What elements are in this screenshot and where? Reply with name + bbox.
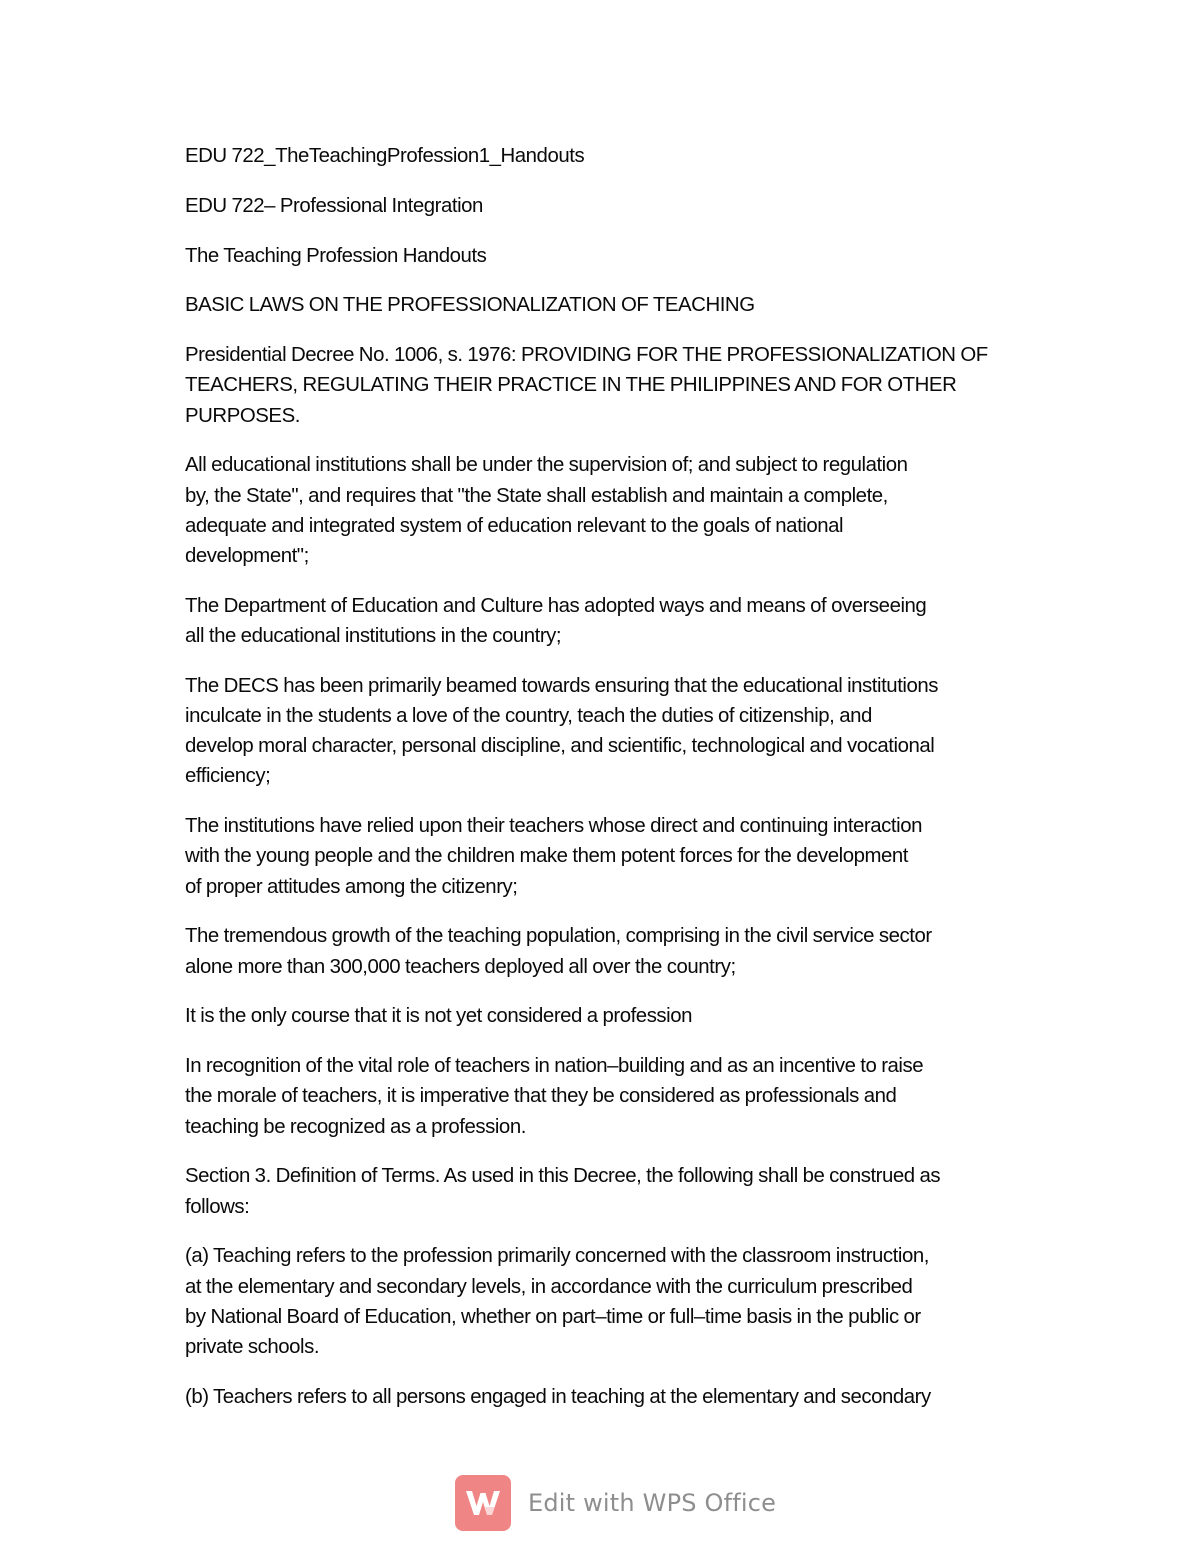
definition-item: (a) Teaching refers to the profession primarily concerned with the classroom instruction, at the elementary and secondary levels, in accordance with the curriculum prescribed by National Board of Education, whether on part–time or full–time basis in the public or private schools. (185, 1245, 929, 1359)
section-heading: BASIC LAWS ON THE PROFESSIONALIZATION OF TEACHING (185, 294, 755, 317)
document-heading-filename: EDU 722_TheTeachingProfession1_Handouts (185, 145, 585, 167)
edit-with-wps-label[interactable]: Edit with WPS Office (528, 1489, 777, 1517)
paragraph: The DECS has been primarily beamed towards ensuring that the educational institutions inculcate in the students a love of the country, teach the duties of citizenship, and develop moral character, personal discipline, and scientific, technological and vocational efficiency; (185, 674, 939, 788)
paragraph: It is the only course that it is not yet considered a profession (185, 1005, 693, 1028)
wps-edit-banner[interactable] (455, 1475, 776, 1531)
paragraph: The Department of Education and Culture has adopted ways and means of overseeing all the educational institutions in the country; (185, 594, 927, 647)
definition-item: (b) Teachers refers to all persons engaged in teaching at the elementary and secondary (185, 1385, 931, 1408)
wps-logo-icon (455, 1475, 511, 1531)
decree-title: Presidential Decree No. 1006, s. 1976: PROVIDING FOR THE PROFESSIONALIZATION OF TEACHERS, REGULATING THEIR PRACTICE IN THE PHILIPPINES AND FOR OTHER PURPOSES. (185, 344, 988, 427)
section-definition-heading: Section 3. Definition of Terms. As used in this Decree, the following shall be construed as follows: (185, 1165, 941, 1218)
paragraph: The tremendous growth of the teaching population, comprising in the civil service sector alone more than 300,000 teachers deployed all over the country; (185, 925, 932, 978)
document-heading-title: The Teaching Profession Handouts (185, 244, 487, 267)
paragraph: All educational institutions shall be under the supervision of; and subject to regulation by, the State", and requires that "the State shall establish and maintain a complete, adequate and integrated system of education relevant to the goals of national development"; (185, 454, 908, 567)
wps-w-glyph-icon (463, 1487, 503, 1519)
document-heading-course: EDU 722– Professional Integration (185, 194, 483, 217)
document-body (185, 141, 1065, 1432)
paragraph: In recognition of the vital role of teachers in nation–building and as an incentive to raise the morale of teachers, it is imperative that they be considered as professionals and teaching be recognized as a profession. (185, 1055, 924, 1138)
paragraph: The institutions have relied upon their teachers whose direct and continuing interaction with the young people and the children make them potent forces for the development of proper attitudes among the citizenry; (185, 815, 922, 898)
